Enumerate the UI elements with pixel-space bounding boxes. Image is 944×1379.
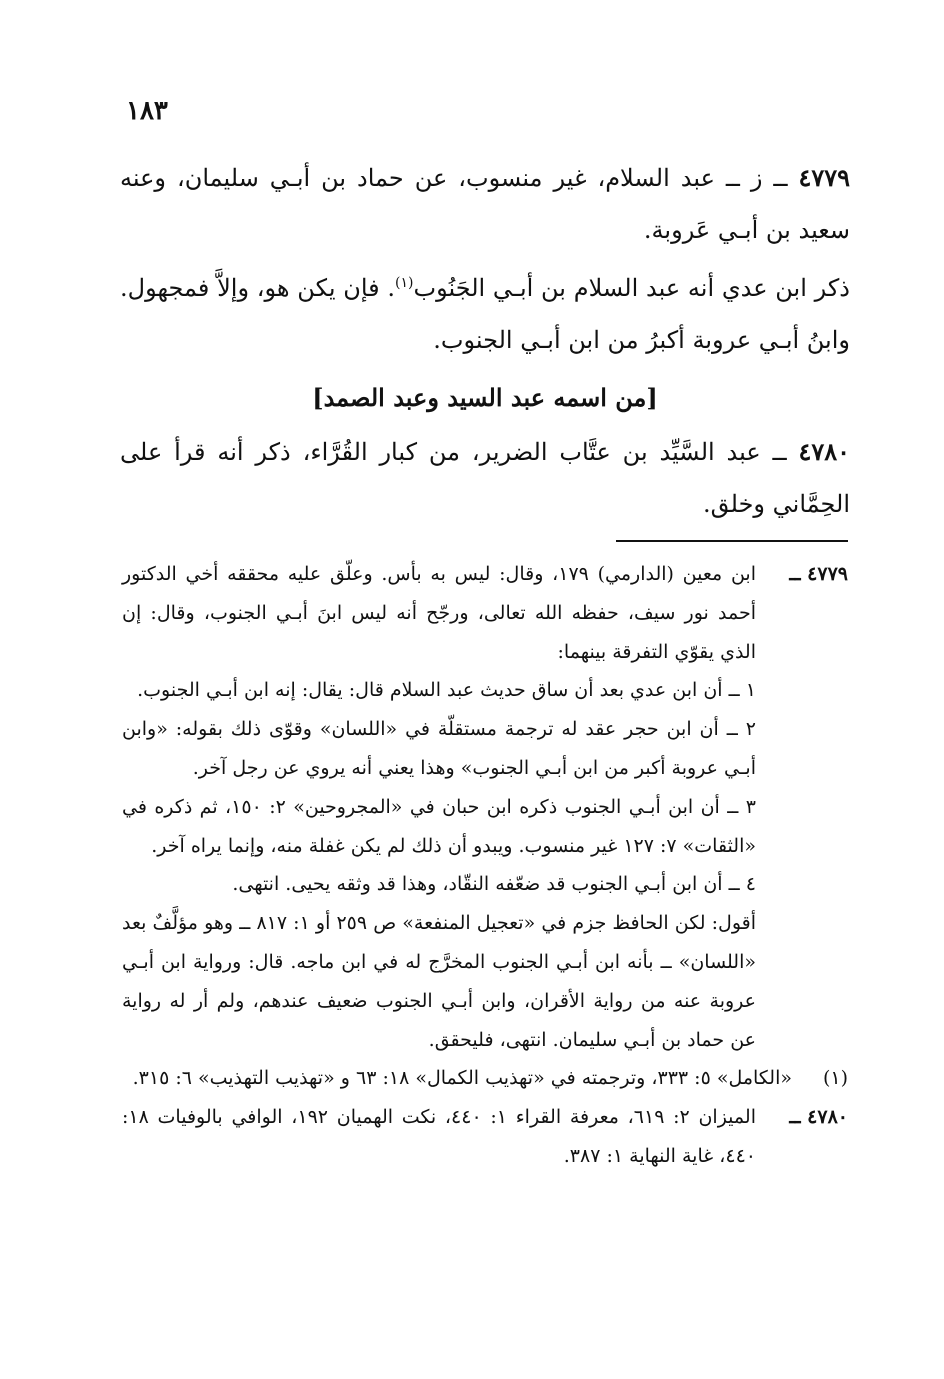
footnote-1-body: «الكامل» ٥: ٣٣٣، وترجمته في «تهذيب الكمال» ١٨: ٦٣ و «تهذيب التهذيب» ٦: ٣١٥. bbox=[132, 1067, 792, 1090]
footnote-ref-1[interactable]: (١) bbox=[395, 275, 414, 291]
page-number: ١٨٣ bbox=[126, 96, 168, 126]
footnote-1 bbox=[122, 1059, 848, 1098]
entry-4779-text: ــ ز ــ عبد السلام، غير منسوب، عن حماد بن أبـي سليمان، وعنه سعيد بن أبـي عَروبة. bbox=[120, 164, 850, 244]
footnote-1-label: (١) bbox=[822, 1067, 848, 1090]
entry-4779-note-part-a: ذكر ابن عدي أنه عبد السلام بن أبـي الجَنُوب bbox=[413, 274, 850, 302]
entry-4779 bbox=[120, 152, 850, 256]
entry-4780 bbox=[120, 426, 850, 530]
footnote-4780-body: الميزان ٢: ٦١٩، معرفة القراء ١: ٤٤٠، نكت الهميان ١٩٢، الوافي بالوفيات ١٨: ٤٤٠، غاية النهاية ١: ٣٨٧. bbox=[122, 1106, 756, 1167]
footnote-4779-point-2: ٢ ــ أن ابن حجر عقد له ترجمة مستقلّة في «اللسان» وقوّى ذلك بقوله: «وابن أبـي عروبة أكبر من ابن أبـي الجنوب» وهذا يعني أنه يروي عن رجل آخر. bbox=[122, 718, 756, 779]
entry-4779-note-part-b: . فإن يكن هو، وإلاَّ فمجهول. وابنُ أبـي عروبة أكبرُ من ابن أبـي الجنوب. bbox=[120, 274, 850, 354]
footnotes bbox=[122, 555, 848, 1176]
entry-4780-text: ــ عبد السَّيِّد بن عتَّاب الضرير، من كبار القُرَّاء، ذكر أنه قرأ على الحِمَّاني وخلق. bbox=[120, 438, 850, 518]
entry-4780-number: ٤٧٨٠ bbox=[798, 437, 850, 466]
footnote-4779-point-3: ٣ ــ أن ابن أبـي الجنوب ذكره ابن حبان في «المجروحين» ٢: ١٥٠، ثم ذكره في «الثقات» ٧: ١٢٧ غير منسوب. ويبدو أن ذلك لم يكن غفلة منه، وإنما يراه آخر. bbox=[122, 795, 756, 857]
footnote-4779-comment: أقول: لكن الحافظ جزم في «تعجيل المنفعة» ص ٢٥٩ أو ١: ٨١٧ ــ وهو مؤلَّفٌ بعد «اللسان» ــ بأنه ابن أبـي الجنوب المخرَّج له في ابن ماجه. قال: ورواية ابن أبـي عروبة عنه من رواية الأقران، وابن أبـي الجنوب ضعيف عندهم، ولم أر له رواية عن حماد بن أبـي سليمان. انتهى، فليحقق. bbox=[122, 912, 756, 1051]
footnote-4779-point-1: ١ ــ أن ابن عدي بعد أن ساق حديث عبد السلام قال: يقال: إنه ابن أبـي الجنوب. bbox=[137, 679, 756, 702]
footnote-4779-label: ٤٧٧٩ ــ bbox=[789, 563, 848, 585]
footnote-divider bbox=[616, 540, 848, 542]
footnote-4779-point-4: ٤ ــ أن ابن أبـي الجنوب قد ضعّفه النقّاد، وهذا قد وثقه يحيى. انتهى. bbox=[232, 873, 756, 896]
footnote-4779 bbox=[122, 555, 848, 1059]
footnote-4779-intro: ابن معين (الدارمي) ١٧٩، وقال: ليس به بأس. وعلّق عليه محققه أخي الدكتور أحمد نور سيف، حفظه الله تعالى، ورجّح أنه ليس ابنَ أبـي الجنوب، وقال: إن الذي يقوّي التفرقة بينهما: bbox=[122, 563, 756, 663]
footnote-4780 bbox=[122, 1098, 848, 1176]
footnote-4780-label: ٤٧٨٠ ــ bbox=[789, 1106, 848, 1129]
entry-4779-number: ٤٧٧٩ bbox=[798, 163, 851, 192]
section-heading: [من اسمه عبد السيد وعبد الصمد] bbox=[312, 383, 658, 412]
footnote-4779-body bbox=[122, 555, 756, 1059]
entry-4779-note bbox=[120, 262, 850, 366]
main-text bbox=[120, 152, 850, 536]
